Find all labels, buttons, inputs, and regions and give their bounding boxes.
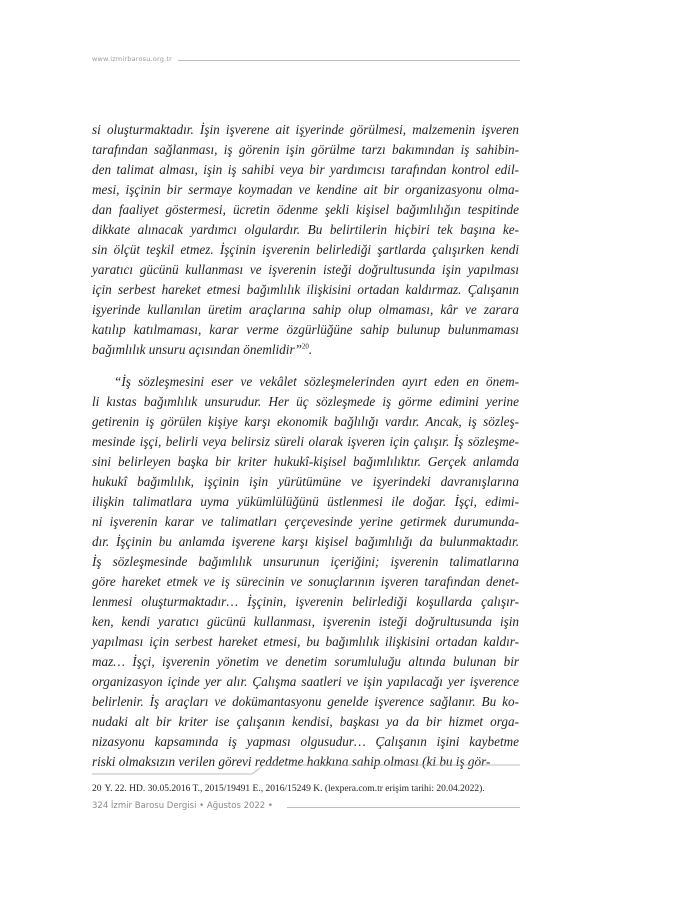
text-line: nizasyonu kapsamında iş yapması olgusudur… Çalışanın işini kaybetme xyxy=(92,734,519,749)
text-line: “İş sözleşmesini eser ve vekâlet sözleşmelerinden ayırt eden en önem- xyxy=(114,374,519,389)
text-line: si oluşturmaktadır. İşin işverene ait işyerinde görülmesi, malzemenin işveren xyxy=(92,122,519,137)
header-rule xyxy=(178,60,520,61)
text-line: organizasyon içinde yer alır. Çalışma saatleri ve işin yapılacağı yer işverence xyxy=(92,674,519,689)
text-line: ni işverenin karar ve talimatları çerçevesinde yerine getirmek durumunda- xyxy=(92,514,519,529)
header-url: www.izmirbarosu.org.tr xyxy=(92,55,172,63)
text-line: tarafından sağlanması, iş görenin işin görülme tarzı bakımından iş sahibin- xyxy=(92,142,519,157)
text-line: belirlenir. İş araçları ve dokümantasyonu genelde işverence sağlanır. Bu ko- xyxy=(92,694,519,709)
page-footer: 324 İzmir Barosu Dergisi • Ağustos 2022 • xyxy=(92,801,273,811)
footnote-ref: 20 xyxy=(301,342,309,351)
text-line: getirenin iş görülen kişiye karşı ekonomik bağlılığı vardır. Ancak, iş sözleş- xyxy=(92,414,519,429)
text-line: dır. İşçinin bu anlamda işverene karşı kişisel bağımlılığı da bulunmaktadır. xyxy=(92,534,519,549)
text-line: nudaki alt bir kriter ise çalışanın kendisi, başkası ya da bir hizmet orga- xyxy=(92,714,519,729)
text-line: dikkate alınacak yardımcı olgulardır. Bu belirtilerin hiçbiri tek başına ke- xyxy=(92,222,519,237)
text-line: yaratıcı gücünü kullanması ve işverenin isteği doğrultusunda işin yapılması xyxy=(92,262,519,277)
text-line: sin ölçüt teşkil etmez. İşçinin işverenin belirlediği şartlarda çalışırken kendi xyxy=(92,242,519,257)
text-line: hukukî bağımlılık, işçinin işin yürütümüne ve işyerindeki davranışlarına xyxy=(92,474,519,489)
text-line: ken, kendi yaratıcı gücünü kullanması, işverenin isteği doğrultusunda işin xyxy=(92,614,519,629)
text-line: göre hareket etmek ve iş sürecinin ve sonuçlarının işveren tarafından denet- xyxy=(92,574,519,589)
footer-rule xyxy=(287,807,520,808)
text-line: yapılması için serbest hareket etmesi, bu bağımlılık ilişkisini ortadan kaldır- xyxy=(92,634,519,649)
footnote-divider xyxy=(92,762,520,776)
text-line: İş sözleşmesinde bağımlılık unsurunun içeriğini; işverenin talimatlarına xyxy=(92,554,519,569)
text-line: için serbest hareket etmesi bağımlılık ilişkisini ortadan kaldırmaz. Çalışanın xyxy=(92,282,519,297)
text-line: bağımlılık unsuru açısından önemlidir”$^{20}$. xyxy=(92,342,313,357)
text-line: lenmesi oluşturmaktadır… İşçinin, işverenin belirlediği koşullarda çalışır- xyxy=(92,594,519,609)
text-line: dan faaliyet göstermesi, ücretin ödenme şekli kişisel bağımlılığın tespitinde xyxy=(92,202,519,217)
sentence-end: . xyxy=(308,342,313,357)
footnote-text: Y. 22. HD. 30.05.2016 T., 2015/19491 E., 2016/15249 K. (lexpera.com.tr erişim tarihi: 20.04.2022). xyxy=(104,784,485,794)
text-line: işyerinde kullanılan üretim araçlarına sahip olup olmaması, kâr ve zarara xyxy=(92,302,519,317)
paragraph-2 xyxy=(92,372,519,772)
footnote xyxy=(92,784,519,794)
paragraph-1 xyxy=(92,120,519,360)
text-line: ilişkin talimatlara uyma yükümlülüğünü üstlenmesi ile doğar. İşçi, edimi- xyxy=(92,494,519,509)
text-line: maz… İşçi, işverenin yönetim ve denetim sorumluluğu altında bulunan bir xyxy=(92,654,519,669)
text-line: li kıstas bağımlılık unsurudur. Her üç sözleşmede iş görme edimini yerine xyxy=(92,394,519,409)
text-line: riski olmaksızın verilen görevi reddetme hakkına sahip olması (ki bu iş gör- xyxy=(92,754,491,769)
text-line: mesinde işçi, belirli veya belirsiz süreli olarak işveren için çalışır. İş sözleşme- xyxy=(92,434,519,449)
footnote-number: 20 xyxy=(92,784,102,794)
text-line: sini belirleyen başka bir kriter hukukî-kişisel bağımlılıktır. Gerçek anlamda xyxy=(92,454,519,469)
text-line: den talimat alması, işin iş sahibi veya bir yardımcısı tarafından kontrol edil- xyxy=(92,162,519,177)
text-line: mesi, işçinin bir sermaye koymadan ve kendine ait bir organizasyonu olma- xyxy=(92,182,519,197)
text-line: katılıp katılmaması, karar verme özgürlüğüne sahip bulunup bulunmaması xyxy=(92,322,519,337)
